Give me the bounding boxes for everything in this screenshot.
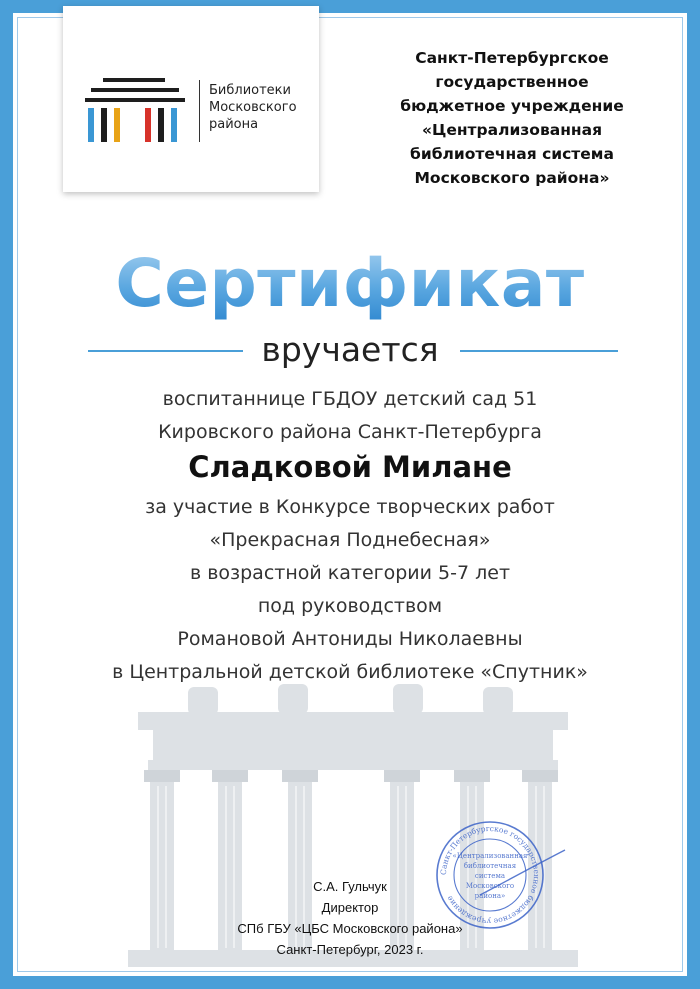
stamp-center-line: система <box>474 872 506 880</box>
library-logo-icon <box>85 74 185 146</box>
organization-line: библиотечная система <box>410 145 614 163</box>
certificate-subtitle: вручается <box>261 330 439 369</box>
logo-divider <box>199 80 200 142</box>
recipient-name: Сладковой Милане <box>188 450 512 484</box>
logo-line: Библиотеки <box>209 83 291 98</box>
organization-line: «Централизованная <box>421 121 603 139</box>
signer-position: Директор <box>321 900 379 915</box>
logo-card <box>63 6 319 192</box>
detail-line: за участие в Конкурсе творческих работ <box>145 496 555 518</box>
stamp-center-line: района» <box>474 892 506 900</box>
organization-name <box>380 46 644 190</box>
organization-line: Московского района» <box>414 169 610 187</box>
organization-line: Санкт-Петербургское <box>415 49 609 67</box>
organization-line: бюджетное учреждение <box>400 97 624 115</box>
signer-organization: СПб ГБУ «ЦБС Московского района» <box>237 921 463 936</box>
organization-line: государственное <box>435 73 589 91</box>
detail-line: «Прекрасная Поднебесная» <box>209 529 491 551</box>
detail-line: в возрастной категории 5-7 лет <box>189 562 511 584</box>
stamp-center-line: библиотечная <box>463 862 517 870</box>
certificate-title: Сертификат <box>0 242 700 326</box>
logo-text <box>209 82 297 133</box>
detail-line: в Центральной детской библиотеке «Спутник» <box>112 661 588 683</box>
detail-line: Романовой Антониды Николаевны <box>177 628 523 650</box>
stamp-ring-text: Санкт-Петербургское государственное бюджетное учреждение <box>438 823 542 927</box>
detail-line: под руководством <box>257 595 443 617</box>
intro-line: Кировского района Санкт-Петербурга <box>158 421 542 443</box>
logo-line: района <box>209 117 259 132</box>
intro-line: воспитаннице ГБДОУ детский сад 51 <box>162 388 538 410</box>
logo-line: Московского <box>209 100 297 115</box>
place-year: Санкт-Петербург, 2023 г. <box>276 942 424 957</box>
stamp-center-line: «Централизованная <box>452 852 528 860</box>
signature-block <box>200 876 500 960</box>
signer-name: С.А. Гульчук <box>313 879 387 894</box>
stamp-center-line: Московского <box>465 882 515 890</box>
